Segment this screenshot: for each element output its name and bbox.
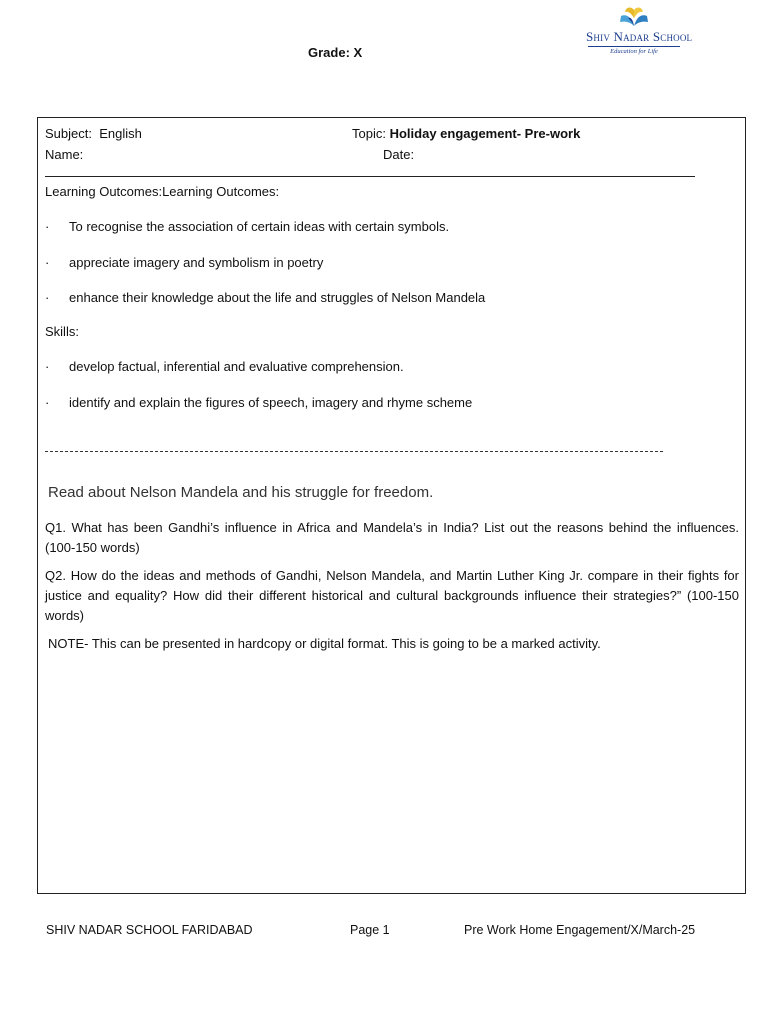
list-item <box>45 359 404 374</box>
grade-heading: Grade: X <box>308 45 363 60</box>
name-label: Name: <box>45 147 84 162</box>
bullet-dot: · <box>45 290 50 305</box>
skill-text: identify and explain the figures of speech, imagery and rhyme scheme <box>69 395 473 410</box>
date-label: Date: <box>383 147 415 162</box>
question-2: Q2. How do the ideas and methods of Gandhi, Nelson Mandela, and Martin Luther King Jr. compare in their fights for justice and equality? How did their different historical and cultural backgrounds influence their strategies?” (100-150 words) <box>45 568 739 623</box>
logo-divider <box>588 46 680 47</box>
bullet-dot: · <box>45 255 50 270</box>
question-1: Q1. What has been Gandhi’s influence in Africa and Mandela’s in India? List out the reasons behind the influences. (100-150 words) <box>45 520 739 555</box>
list-item <box>45 255 323 270</box>
logo-tagline: Education for Life <box>610 48 658 55</box>
topic-label: Topic: <box>352 126 386 141</box>
task-intro: Read about Nelson Mandela and his struggle for freedom. <box>48 484 434 501</box>
worksheet-frame <box>37 117 746 894</box>
footer-reference: Pre Work Home Engagement/X/March-25 <box>464 923 696 937</box>
note-text: NOTE- This can be presented in hardcopy or digital format. This is going to be a marked activity. <box>48 636 601 651</box>
topic-line <box>352 126 580 141</box>
learning-outcomes-heading: Learning Outcomes:Learning Outcomes: <box>45 184 280 199</box>
subject-value: English <box>99 126 142 141</box>
bullet-dot: · <box>45 359 50 374</box>
footer-school: SHIV NADAR SCHOOL FARIDABAD <box>46 923 253 937</box>
skills-heading: Skills: <box>45 324 79 339</box>
logo-school-name: Shiv Nadar School <box>586 29 693 44</box>
bullet-dot: · <box>45 395 50 410</box>
skill-text: develop factual, inferential and evaluative comprehension. <box>69 359 404 374</box>
bullet-dot: · <box>45 219 50 234</box>
footer-page-number: Page 1 <box>350 923 390 937</box>
school-logo <box>586 6 693 55</box>
topic-value: Holiday engagement- Pre-work <box>389 126 581 141</box>
book-emblem-icon <box>619 6 649 28</box>
list-item <box>45 290 485 305</box>
section-divider <box>45 451 663 452</box>
list-item <box>45 219 449 234</box>
list-item <box>45 395 472 410</box>
header-divider <box>45 176 695 177</box>
outcome-text: enhance their knowledge about the life and struggles of Nelson Mandela <box>69 290 486 305</box>
subject-line <box>45 126 142 141</box>
subject-label: Subject: <box>45 126 92 141</box>
outcome-text: To recognise the association of certain ideas with certain symbols. <box>69 219 450 234</box>
outcome-text: appreciate imagery and symbolism in poetry <box>69 255 324 270</box>
